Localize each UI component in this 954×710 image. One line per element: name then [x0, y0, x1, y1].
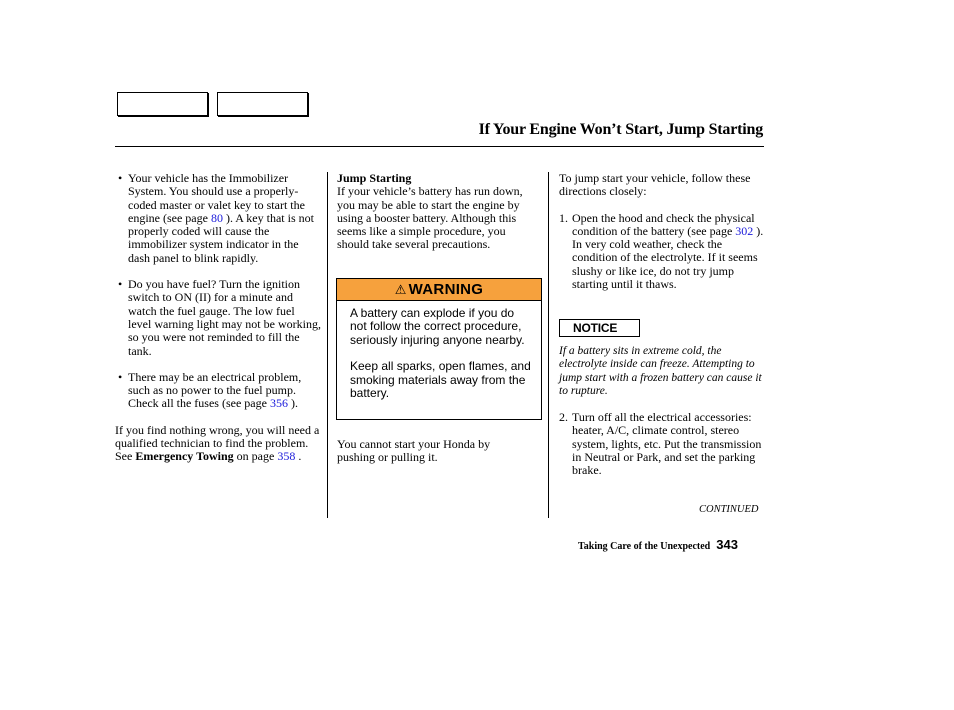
warning-box: [336, 278, 542, 420]
jump-intro: If your vehicle’s battery has run down, you may be able to start the engine by using a booster battery. Although this seems like a simple procedure, you should take several precautions.: [337, 184, 523, 252]
column-divider: [327, 172, 328, 518]
push-pull-note: You cannot start your Honda by pushing or pulling it.: [337, 437, 491, 465]
step-2: 2. Turn off all the electrical accessories: heater, A/C, climate control, stereo system, lights, etc. Put the transmission in Neutral or Park, and set the parking brake.: [559, 410, 762, 478]
title-rule: [115, 146, 764, 147]
section-heading: Jump Starting: [337, 171, 412, 185]
bullet-electrical: • There may be an electrical problem, such as no power to the fuel pump. Check all the fuses (see page 356 ).: [118, 369, 302, 411]
notice-label: NOTICE: [559, 319, 640, 337]
page-title: If Your Engine Won’t Start, Jump Starting: [478, 121, 763, 138]
column-1: [115, 172, 321, 464]
column-divider: [548, 172, 549, 518]
nav-button-index[interactable]: [217, 92, 308, 116]
column-2: [337, 172, 537, 252]
page-link-356[interactable]: 356: [269, 396, 288, 411]
footer-section: Taking Care of the Unexpected: [578, 541, 711, 552]
nav-button-contents[interactable]: [117, 92, 208, 116]
paragraph-find-nothing: If you find nothing wrong, you will need a qualified technician to find the problem. See Emergency Towing on page 358 .: [115, 422, 320, 464]
notice-text: If a battery sits in extreme cold, the electrolyte inside can freeze. Attempting to jump start with a frozen battery can cause it to rupture.: [559, 345, 762, 397]
warning-text-2: Keep all sparks, open flames, and smoking materials away from the battery.: [350, 359, 531, 401]
page-link-358[interactable]: 358: [277, 449, 296, 464]
warning-header: [337, 279, 541, 301]
warning-text-1: A battery can explode if you do not follow the correct procedure, seriously injuring anyone nearby.: [350, 306, 525, 347]
page-link-302[interactable]: 302: [735, 223, 754, 238]
column-3-top: [559, 172, 764, 291]
bullet-fuel: • Do you have fuel? Turn the ignition switch to ON (II) for a minute and watch the fuel gauge. The low fuel level warning light may not be working, so you were not reminded to fill the tank.: [118, 277, 321, 358]
page-footer: [578, 537, 738, 552]
page-number: 343: [716, 537, 738, 552]
step-1: 1. Open the hood and check the physical condition of the battery (see page 302 ). In very cold weather, check the condition of the electrolyte. If it seems slushy or like ice, do not try jump starting until it thaws.: [559, 210, 764, 292]
warning-triangle-icon: ⚠: [394, 282, 407, 297]
page-link-80[interactable]: 80: [210, 210, 223, 225]
column-3-bottom: [559, 411, 764, 477]
bullet-immobilizer: • Your vehicle has the Immobilizer System. You should use a properly-coded master or valet key to start the engine (see page 80 ). A key that is not properly coded will cause the immobilizer system indicator in the dash panel to blink rapidly.: [118, 171, 314, 265]
warning-label: WARNING: [408, 281, 484, 298]
directions-intro: To jump start your vehicle, follow these directions closely:: [559, 171, 751, 199]
continued-label: CONTINUED: [699, 504, 759, 515]
